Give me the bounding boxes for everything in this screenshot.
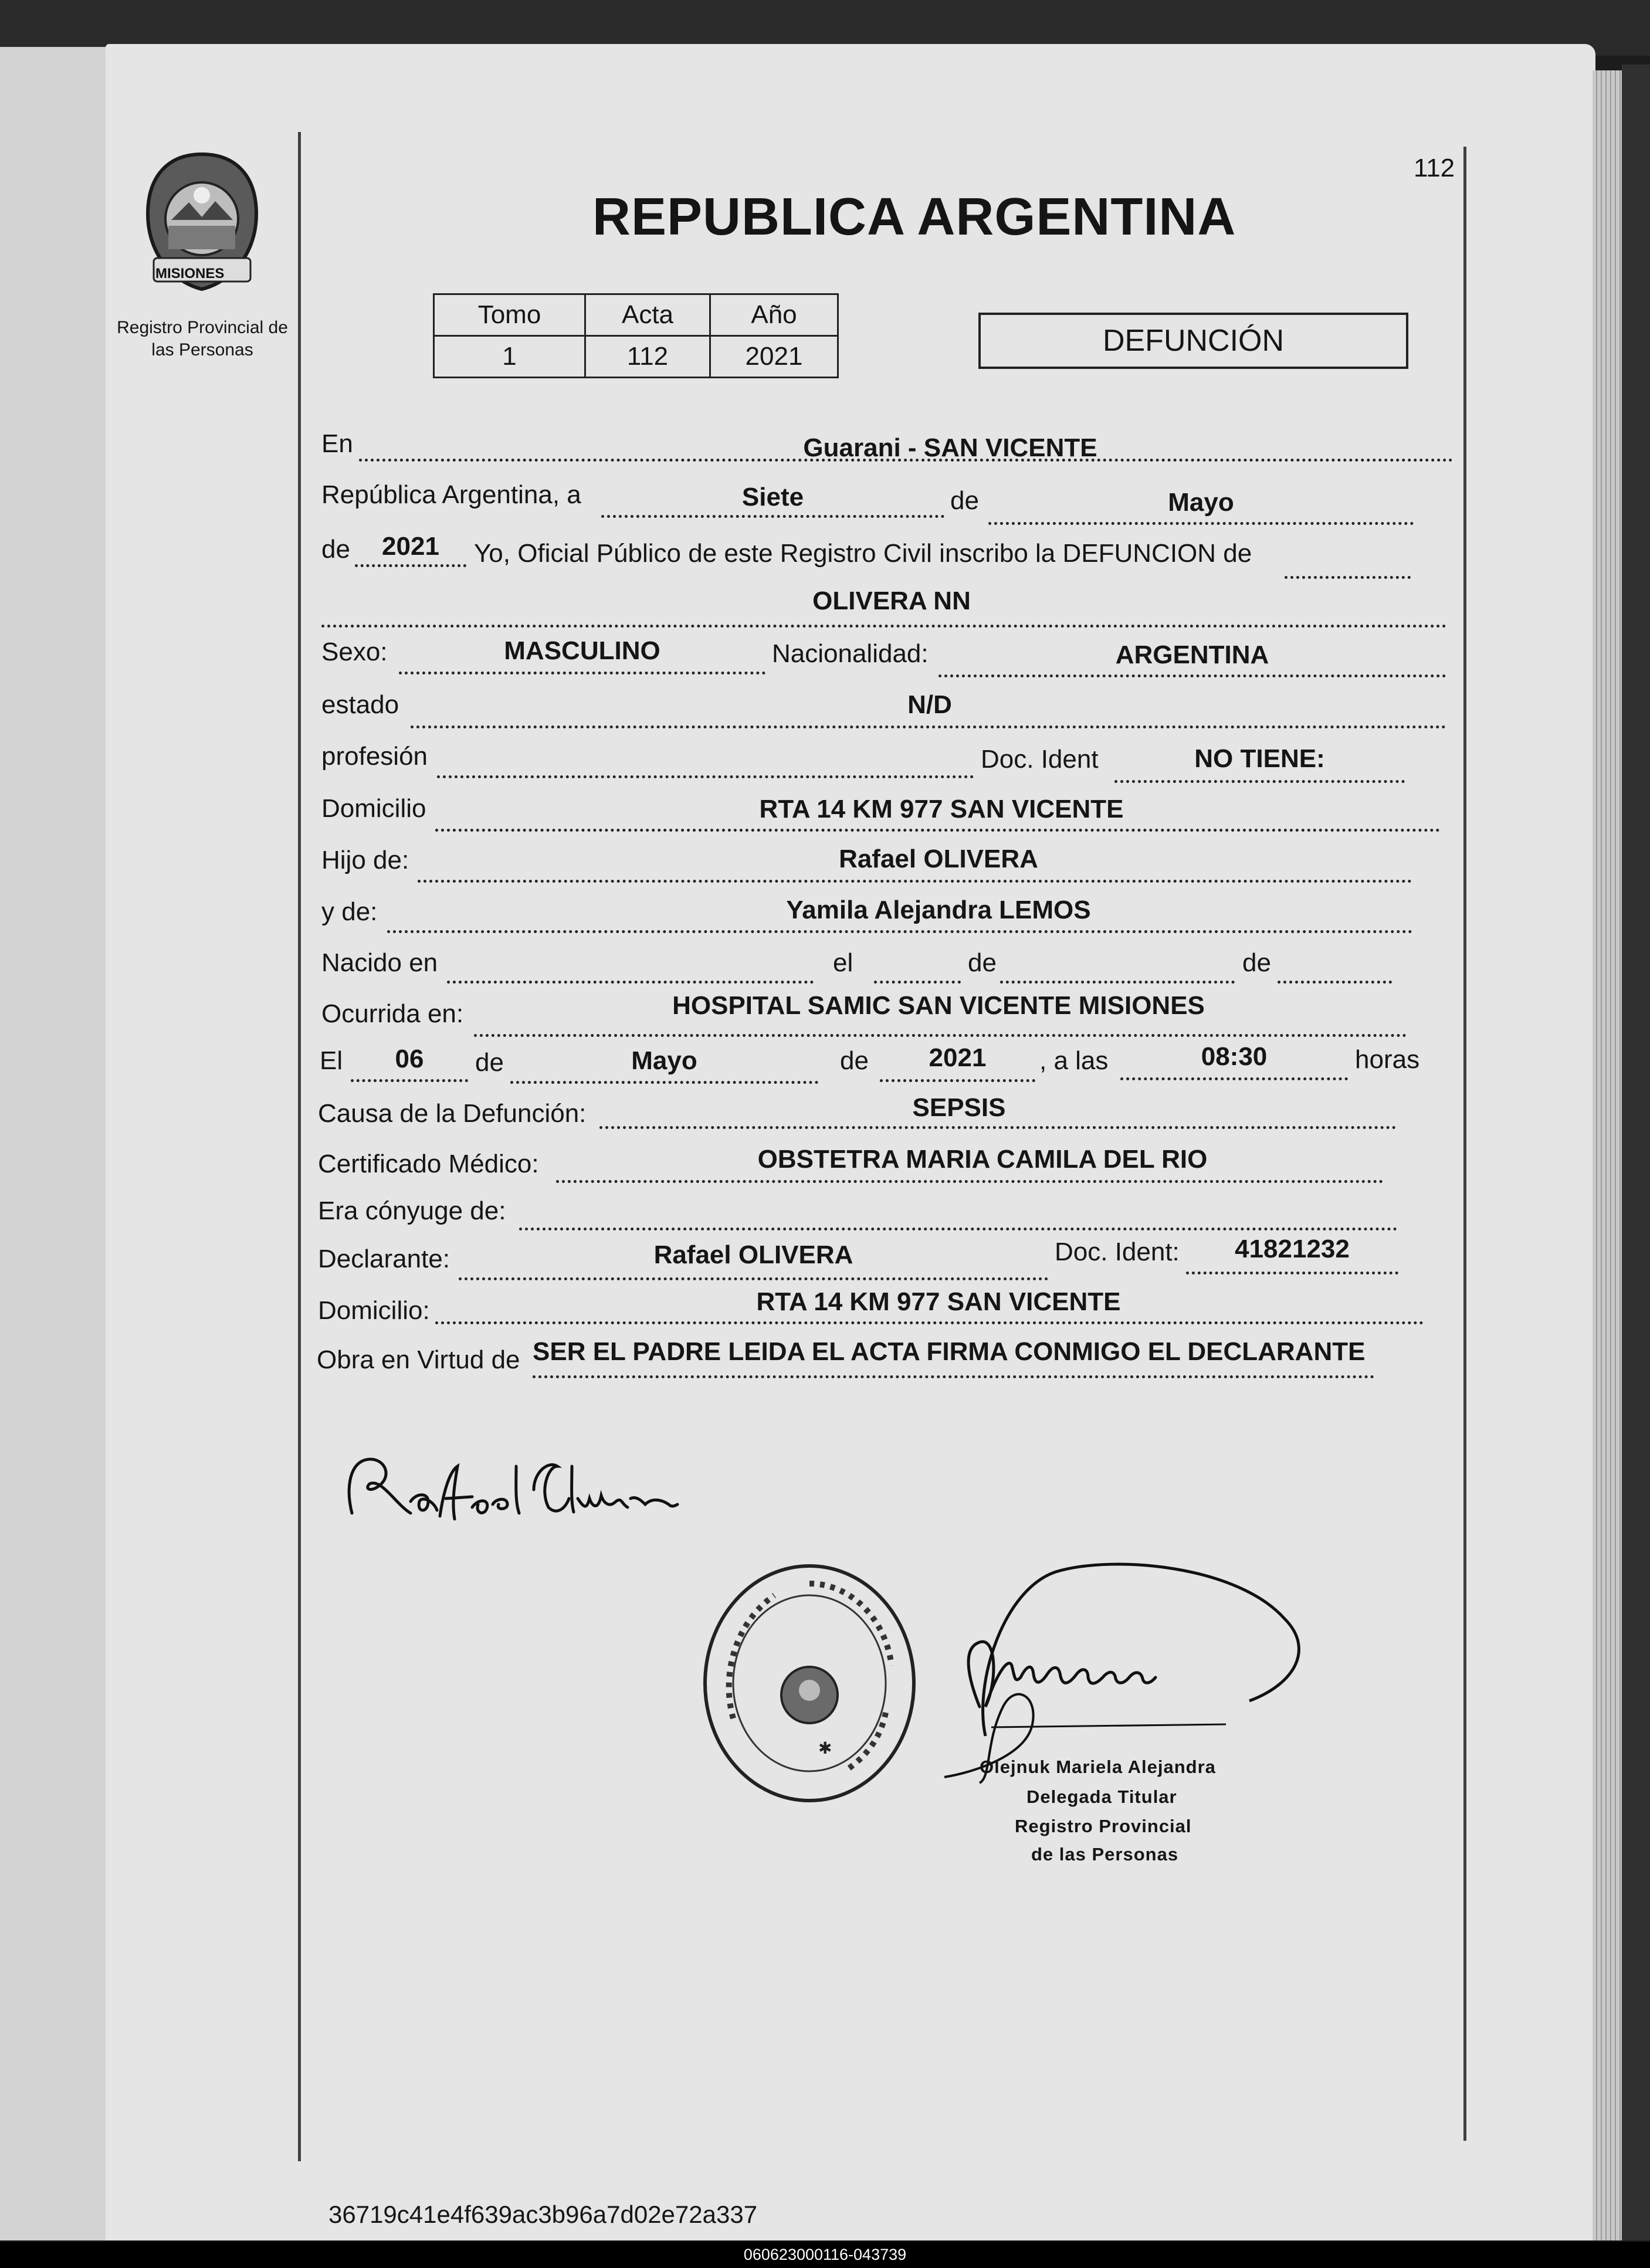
label-ocurrida-en: Ocurrida en:: [321, 999, 464, 1028]
dotted-line: [1285, 576, 1411, 579]
dotted-line: [399, 672, 765, 674]
label-de: de: [950, 486, 979, 515]
label-el: El: [320, 1046, 343, 1075]
label-de: de: [968, 948, 997, 977]
ano-value: 2021: [710, 336, 838, 378]
official-stamp-icon: [698, 1560, 921, 1806]
field-ocurrida-en: HOSPITAL SAMIC SAN VICENTE MISIONES: [672, 991, 1205, 1020]
field-y-de: Yamila Alejandra LEMOS: [786, 896, 1091, 924]
dotted-line: [474, 1034, 1407, 1037]
label-hijo-de: Hijo de:: [321, 846, 409, 874]
dotted-line: [351, 1079, 468, 1082]
official-office-line1: Registro Provincial: [1015, 1816, 1192, 1836]
field-death-month: Mayo: [631, 1046, 697, 1075]
official-name: Olejnuk Mariela Alejandra: [980, 1757, 1216, 1777]
label-de: de: [321, 535, 350, 564]
label-en: En: [321, 429, 353, 458]
dotted-line: [435, 1321, 1424, 1324]
label-causa: Causa de la Defunción:: [318, 1099, 587, 1128]
label-y-de: y de:: [321, 897, 378, 926]
official-role: Delegada Titular: [1026, 1786, 1177, 1807]
dotted-line: [533, 1375, 1374, 1378]
label-de: de: [475, 1048, 504, 1077]
field-declarante: Rafael OLIVERA: [653, 1240, 853, 1269]
dotted-line: [1120, 1077, 1348, 1080]
document-type-box: DEFUNCIÓN: [978, 313, 1408, 369]
record-table: [433, 293, 839, 378]
dotted-line: [599, 1126, 1396, 1129]
label-doc-ident-declarante: Doc. Ident:: [1055, 1238, 1180, 1266]
dotted-line: [880, 1079, 1035, 1082]
right-margin-line: [1463, 147, 1466, 2141]
official-office-line2: de las Personas: [1031, 1844, 1179, 1864]
book-cover: [1622, 65, 1650, 2240]
dotted-line: [519, 1228, 1397, 1230]
acta-value: 112: [585, 336, 710, 378]
dotted-line: [938, 674, 1446, 677]
registry-caption: Registro Provincial de las Personas: [117, 318, 288, 360]
field-domicilio: RTA 14 KM 977 SAN VICENTE: [759, 795, 1124, 823]
label-profesion: profesión: [321, 742, 428, 771]
dotted-line: [988, 522, 1414, 525]
field-death-year: 2021: [929, 1043, 987, 1072]
label-yo-oficial: Yo, Oficial Público de este Registro Civil inscribo la DEFUNCION de: [474, 539, 1252, 568]
label-conyuge: Era cónyuge de:: [318, 1196, 506, 1225]
seal-lettering: MISIONES: [155, 266, 225, 282]
label-estado: estado: [321, 690, 399, 719]
table-header: Año: [710, 294, 838, 336]
field-declarante-doc: 41821232: [1235, 1235, 1350, 1263]
field-sexo: MASCULINO: [504, 636, 660, 665]
dotted-line: [435, 829, 1440, 832]
label-obra-en-virtud: Obra en Virtud de: [317, 1345, 520, 1374]
left-margin-line: [298, 132, 301, 2161]
tomo-value: 1: [434, 336, 585, 378]
scan-id-bar: 060623000116-043739: [0, 2242, 1650, 2268]
field-certificado: OBSTETRA MARIA CAMILA DEL RIO: [757, 1145, 1208, 1174]
dotted-line: [447, 981, 814, 984]
label-el: el: [833, 948, 853, 977]
label-republica: República Argentina, a: [321, 480, 581, 509]
label-declarante: Declarante:: [318, 1245, 450, 1273]
page-number: 112: [1414, 154, 1455, 182]
declarant-signature: [340, 1443, 680, 1542]
document-hash: 36719c41e4f639ac3b96a7d02e72a337: [328, 2201, 758, 2228]
dotted-line: [459, 1277, 1048, 1280]
svg-text:✱: ✱: [818, 1738, 832, 1758]
field-doc-ident: NO TIENE:: [1194, 744, 1325, 773]
label-sexo: Sexo:: [321, 638, 388, 666]
label-de: de: [840, 1046, 869, 1075]
table-row: [434, 336, 838, 378]
field-declarante-domicilio: RTA 14 KM 977 SAN VICENTE: [756, 1287, 1121, 1316]
facing-page: [0, 47, 109, 2240]
label-a-las: , a las: [1039, 1046, 1109, 1075]
field-causa: SEPSIS: [912, 1093, 1006, 1122]
dotted-line: [1114, 780, 1405, 783]
field-deceased: OLIVERA NN: [812, 587, 971, 615]
label-nacido-en: Nacido en: [321, 948, 438, 977]
dotted-line: [1186, 1272, 1398, 1274]
field-death-time: 08:30: [1201, 1042, 1268, 1071]
field-nacionalidad: ARGENTINA: [1115, 640, 1269, 669]
field-year: 2021: [382, 532, 439, 561]
document-page: [106, 44, 1595, 2240]
dotted-line: [510, 1081, 818, 1084]
field-month: Mayo: [1168, 488, 1234, 517]
field-day-word: Siete: [741, 483, 804, 511]
dotted-line: [1000, 981, 1235, 984]
field-place: Guarani - SAN VICENTE: [803, 433, 1097, 462]
dotted-line: [355, 564, 466, 567]
field-death-day: 06: [395, 1045, 424, 1073]
dotted-line: [321, 625, 1446, 628]
table-header-row: [434, 294, 838, 336]
dotted-line: [437, 775, 974, 778]
dotted-line: [601, 515, 944, 518]
dotted-line: [1278, 981, 1392, 984]
label-domicilio-declarante: Domicilio:: [318, 1296, 430, 1325]
field-hijo-de: Rafael OLIVERA: [839, 845, 1038, 873]
field-obra-en-virtud: SER EL PADRE LEIDA EL ACTA FIRMA CONMIGO EL DECLARANTE: [533, 1337, 1366, 1366]
table-header: Acta: [585, 294, 710, 336]
table-header: Tomo: [434, 294, 585, 336]
dotted-line: [556, 1180, 1383, 1183]
dotted-line: [874, 981, 961, 984]
dotted-line: [418, 880, 1412, 883]
label-horas: horas: [1355, 1045, 1420, 1074]
label-nacionalidad: Nacionalidad:: [772, 639, 929, 668]
field-estado: N/D: [907, 690, 952, 719]
dotted-line: [387, 930, 1412, 933]
label-doc-ident: Doc. Ident: [981, 745, 1099, 774]
dotted-line: [411, 726, 1446, 728]
document-title: REPUBLICA ARGENTINA: [592, 188, 1236, 246]
label-de: de: [1242, 948, 1271, 977]
label-certificado: Certificado Médico:: [318, 1150, 539, 1178]
label-domicilio: Domicilio: [321, 794, 426, 823]
